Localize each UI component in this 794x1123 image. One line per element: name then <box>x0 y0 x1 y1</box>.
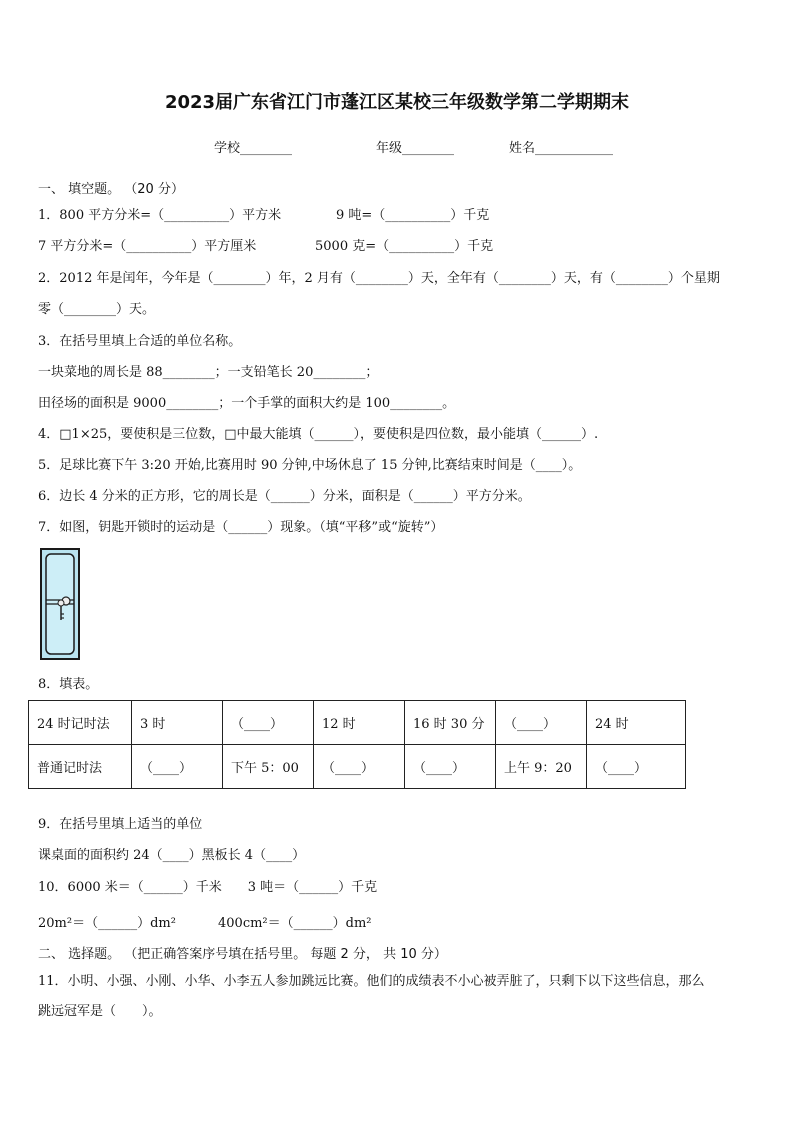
question-3: 3．在括号里填上合适的单位名称。 <box>38 334 242 349</box>
question-1c: 7 平方分米=（__________）平方厘米 <box>38 239 257 254</box>
table-cell: 16 时 30 分 <box>405 701 496 745</box>
question-1d: 5000 克=（__________）千克 <box>315 239 494 254</box>
grade-field[interactable]: 年级________ <box>376 141 455 156</box>
table-cell: 24 时记时法 <box>29 701 132 745</box>
table-cell: 下午 5：00 <box>223 745 314 789</box>
question-9a: 课桌面的面积约 24（____）黑板长 4（____） <box>38 848 306 863</box>
question-11a: 11．小明、小强、小刚、小华、小李五人参加跳远比赛。他们的成绩表不小心被弄脏了，只剩下以下这些信息，那么 <box>38 974 705 989</box>
school-field[interactable]: 学校________ <box>214 141 293 156</box>
table-cell: 12 时 <box>314 701 405 745</box>
table-cell: 24 时 <box>587 701 686 745</box>
question-2b: 零（________）天。 <box>38 302 156 317</box>
question-2a: 2．2012 年是闰年，今年是（________）年，2 月有（________）天，全年有（________）天，有（________）个星期 <box>38 271 720 286</box>
table-row <box>29 701 686 745</box>
question-9: 9．在括号里填上适当的单位 <box>38 817 203 832</box>
question-1a: 1．800 平方分米=（__________）平方米 <box>38 208 282 223</box>
section-heading-choice: 二、 选择题。 （把正确答案序号填在括号里。 每题 2 分， 共 10 分） <box>38 947 447 962</box>
question-7: 7．如图，钥匙开锁时的运动是（______）现象。（填“平移”或“旋转”） <box>38 520 444 535</box>
question-11b: 跳远冠军是（ ）。 <box>38 1004 162 1019</box>
question-5: 5．足球比赛下午 3:20 开始,比赛用时 90 分钟,中场休息了 15 分钟,比赛结束时间是（____）。 <box>38 458 582 473</box>
table-cell: 3 时 <box>132 701 223 745</box>
page-title: 2023届广东省江门市蓬江区某校三年级数学第二学期期末 <box>164 92 630 113</box>
table-cell[interactable]: （____） <box>132 745 223 789</box>
table-cell[interactable]: （____） <box>587 745 686 789</box>
question-8: 8．填表。 <box>38 677 99 692</box>
name-field[interactable]: 姓名____________ <box>509 141 614 156</box>
table-cell[interactable]: （____） <box>405 745 496 789</box>
table-row <box>29 745 686 789</box>
table-cell[interactable]: （____） <box>223 701 314 745</box>
question-3b: 田径场的面积是 9000________；一个手掌的面积大约是 100________。 <box>38 396 456 411</box>
door-key-figure <box>38 548 82 662</box>
table-cell: 上午 9：20 <box>496 745 587 789</box>
question-6: 6．边长 4 分米的正方形，它的周长是（______）分米，面积是（______）平方分米。 <box>38 489 531 504</box>
table-cell[interactable]: （____） <box>496 701 587 745</box>
question-10b-right: 400cm²＝（______）dm² <box>218 916 372 931</box>
question-3a: 一块菜地的周长是 88________；一支铅笔长 20________； <box>38 365 379 380</box>
table-cell[interactable]: （____） <box>314 745 405 789</box>
question-4: 4．□1×25，要使积是三位数，□中最大能填（______），要使积是四位数，最小能填（______）. <box>38 427 599 442</box>
time-conversion-table <box>28 700 686 789</box>
section-heading-fill: 一、 填空题。 （20 分） <box>38 182 184 197</box>
question-10b-left: 20m²＝（______）dm² <box>38 916 176 931</box>
table-cell: 普通记时法 <box>29 745 132 789</box>
question-1b: 9 吨=（__________）千克 <box>336 208 490 223</box>
question-10: 10．6000 米＝（______）千米 3 吨＝（______）千克 <box>38 880 378 895</box>
